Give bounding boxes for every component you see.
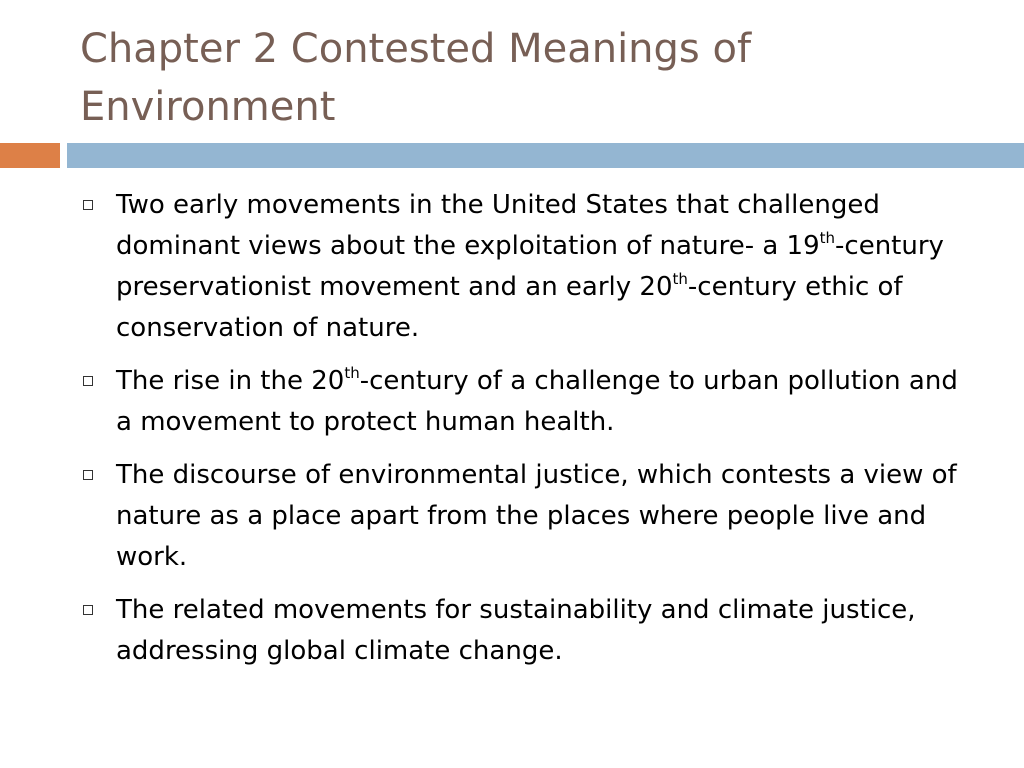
- bullet-text: [116, 190, 944, 343]
- bullet-text-segment: -century preservationist movement and an early 20: [116, 231, 944, 302]
- bullet-item: [80, 590, 980, 672]
- ordinal-superscript: th: [819, 229, 836, 247]
- ordinal-superscript: th: [672, 270, 688, 288]
- bullet-text: The discourse of environmental justice, which contests a view of nature as a place apart from the places where people live and work.: [116, 460, 957, 572]
- hollow-square-bullet-icon: [83, 200, 93, 210]
- bullet-item: [80, 455, 980, 578]
- accent-bar: [0, 143, 60, 168]
- bullet-text-segment: -century ethic of conservation of nature.: [116, 272, 903, 343]
- bullet-text-segment: -century of a challenge to urban pollution and a movement to protect human health.: [116, 366, 958, 437]
- bullet-text: The related movements for sustainability and climate justice, addressing global climate change.: [116, 595, 916, 666]
- title-underline-bar: [67, 143, 1024, 168]
- hollow-square-bullet-icon: [83, 470, 93, 480]
- bullet-item: [80, 185, 980, 349]
- hollow-square-bullet-icon: [83, 605, 93, 615]
- bullet-text-segment: The rise in the 20: [116, 366, 345, 396]
- bullet-text-segment: Two early movements in the United States that challenged dominant views about the exploitation of nature- a 19: [116, 190, 880, 261]
- slide-title: Chapter 2 Contested Meanings of Environment: [80, 26, 752, 130]
- hollow-square-bullet-icon: [83, 376, 93, 386]
- bullet-list: [80, 185, 980, 684]
- ordinal-superscript: th: [344, 364, 360, 382]
- bullet-item: [80, 361, 980, 443]
- bullet-text: [116, 366, 958, 437]
